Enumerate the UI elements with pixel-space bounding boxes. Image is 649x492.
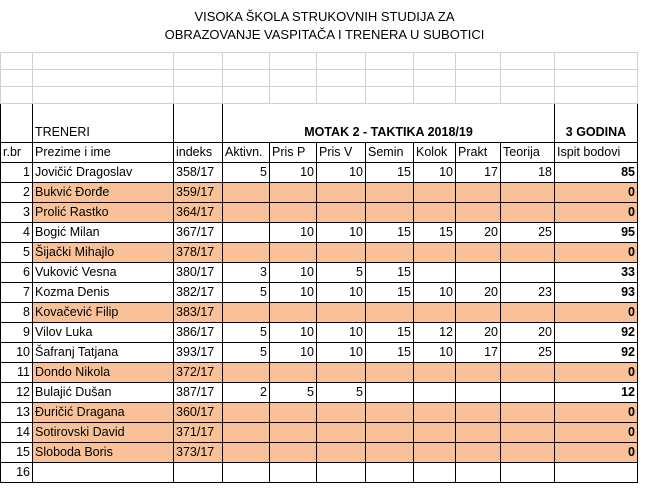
pris-p-score[interactable]: [270, 203, 317, 223]
prakt-score[interactable]: [456, 183, 501, 203]
activity-score[interactable]: 5: [223, 163, 270, 183]
teorija-score[interactable]: [501, 243, 555, 263]
col-header-seminar[interactable]: Semin: [366, 143, 414, 163]
year-label[interactable]: 3 GODINA: [555, 123, 638, 143]
row-number[interactable]: 5: [1, 243, 33, 263]
table-row: [1, 383, 638, 403]
cell[interactable]: [33, 87, 174, 104]
activity-score[interactable]: [223, 463, 270, 483]
cell[interactable]: [223, 104, 270, 124]
prakt-score[interactable]: [456, 363, 501, 383]
cell[interactable]: [33, 53, 174, 70]
row-number[interactable]: 8: [1, 303, 33, 323]
cell[interactable]: [270, 70, 317, 87]
cell[interactable]: [456, 70, 501, 87]
pris-p-score[interactable]: [270, 423, 317, 443]
col-header-prakt[interactable]: Prakt: [456, 143, 501, 163]
total-points[interactable]: 92: [555, 323, 638, 343]
index-number[interactable]: 378/17: [174, 243, 223, 263]
pris-v-score[interactable]: 10: [317, 343, 366, 363]
student-name[interactable]: Dondo Nikola: [33, 363, 174, 383]
cell[interactable]: [501, 87, 555, 104]
cell[interactable]: [1, 123, 33, 143]
teorija-score[interactable]: 18: [501, 163, 555, 183]
col-header-name[interactable]: Prezime i ime: [33, 143, 174, 163]
group-label[interactable]: TRENERI: [33, 123, 174, 143]
table-row: [1, 423, 638, 443]
seminar-score[interactable]: [366, 423, 414, 443]
row-number[interactable]: 9: [1, 323, 33, 343]
cell[interactable]: [317, 87, 366, 104]
teorija-score[interactable]: [501, 263, 555, 283]
kolok-score[interactable]: [414, 263, 456, 283]
total-points[interactable]: 0: [555, 203, 638, 223]
kolok-score[interactable]: [414, 423, 456, 443]
kolok-score[interactable]: [414, 203, 456, 223]
total-points[interactable]: 0: [555, 443, 638, 463]
teorija-score[interactable]: 25: [501, 223, 555, 243]
teorija-score[interactable]: [501, 303, 555, 323]
cell[interactable]: [456, 53, 501, 70]
cell[interactable]: [1, 53, 33, 70]
row-number[interactable]: 16: [1, 463, 33, 483]
row-number[interactable]: 6: [1, 263, 33, 283]
student-name[interactable]: Vilov Luka: [33, 323, 174, 343]
cell[interactable]: [317, 53, 366, 70]
col-header-teorija[interactable]: Teorija: [501, 143, 555, 163]
cell[interactable]: [174, 104, 223, 124]
kolok-score[interactable]: 10: [414, 343, 456, 363]
index-number[interactable]: 373/17: [174, 443, 223, 463]
row-number[interactable]: 4: [1, 223, 33, 243]
student-name[interactable]: Kozma Denis: [33, 283, 174, 303]
teorija-score[interactable]: [501, 183, 555, 203]
total-points[interactable]: 0: [555, 303, 638, 323]
seminar-score[interactable]: [366, 203, 414, 223]
cell[interactable]: [223, 87, 270, 104]
prakt-score[interactable]: [456, 383, 501, 403]
seminar-score[interactable]: [366, 443, 414, 463]
kolok-score[interactable]: [414, 183, 456, 203]
school-name-line1: VISOKA ŠKOLA STRUKOVNIH STUDIJA ZA: [194, 9, 455, 24]
table-row: [1, 223, 638, 243]
kolok-score[interactable]: [414, 383, 456, 403]
student-name[interactable]: Bulajić Dušan: [33, 383, 174, 403]
activity-score[interactable]: 2: [223, 383, 270, 403]
activity-score[interactable]: 5: [223, 283, 270, 303]
table-row: [1, 263, 638, 283]
cell[interactable]: [501, 70, 555, 87]
index-number[interactable]: 380/17: [174, 263, 223, 283]
activity-score[interactable]: [223, 243, 270, 263]
pris-v-score[interactable]: 10: [317, 283, 366, 303]
student-name[interactable]: Prolić Rastko: [33, 203, 174, 223]
table-row: [1, 443, 638, 463]
index-number[interactable]: 360/17: [174, 403, 223, 423]
pris-v-score[interactable]: 10: [317, 223, 366, 243]
index-number[interactable]: 393/17: [174, 343, 223, 363]
activity-score[interactable]: [223, 423, 270, 443]
student-name[interactable]: [33, 463, 174, 483]
kolok-score[interactable]: [414, 303, 456, 323]
pris-p-score[interactable]: [270, 243, 317, 263]
col-header-ispit-bodovi[interactable]: Ispit bodovi: [555, 143, 638, 163]
pris-p-score[interactable]: [270, 463, 317, 483]
total-points[interactable]: 0: [555, 403, 638, 423]
prakt-score[interactable]: [456, 203, 501, 223]
kolok-score[interactable]: [414, 363, 456, 383]
prakt-score[interactable]: [456, 263, 501, 283]
kolok-score[interactable]: [414, 403, 456, 423]
seminar-score[interactable]: 15: [366, 283, 414, 303]
student-name[interactable]: Šijački Mihajlo: [33, 243, 174, 263]
row-number[interactable]: 15: [1, 443, 33, 463]
pris-v-score[interactable]: [317, 303, 366, 323]
seminar-score[interactable]: [366, 383, 414, 403]
pris-p-score[interactable]: 10: [270, 343, 317, 363]
seminar-score[interactable]: [366, 463, 414, 483]
student-name[interactable]: Bogić Milan: [33, 223, 174, 243]
cell[interactable]: [33, 104, 174, 124]
pris-v-score[interactable]: [317, 243, 366, 263]
cell[interactable]: [1, 70, 33, 87]
pris-v-score[interactable]: 5: [317, 383, 366, 403]
teorija-score[interactable]: [501, 423, 555, 443]
table-row: [1, 323, 638, 343]
student-name[interactable]: Kovačević Filip: [33, 303, 174, 323]
total-points[interactable]: 0: [555, 183, 638, 203]
teorija-score[interactable]: [501, 443, 555, 463]
index-number[interactable]: 359/17: [174, 183, 223, 203]
cell[interactable]: [174, 87, 223, 104]
row-number[interactable]: 7: [1, 283, 33, 303]
pris-v-score[interactable]: 10: [317, 323, 366, 343]
pris-p-score[interactable]: 10: [270, 283, 317, 303]
seminar-score[interactable]: [366, 243, 414, 263]
total-points[interactable]: 0: [555, 423, 638, 443]
pris-v-score[interactable]: [317, 423, 366, 443]
table-row: [1, 203, 638, 223]
col-header-rbr[interactable]: r.br: [1, 143, 33, 163]
seminar-score[interactable]: [366, 183, 414, 203]
pris-v-score[interactable]: [317, 363, 366, 383]
table-row: [1, 303, 638, 323]
teorija-score[interactable]: 20: [501, 323, 555, 343]
pris-v-score[interactable]: 5: [317, 263, 366, 283]
seminar-score[interactable]: [366, 403, 414, 423]
teorija-score[interactable]: [501, 383, 555, 403]
pris-p-score[interactable]: [270, 443, 317, 463]
cell[interactable]: [555, 70, 638, 87]
cell[interactable]: [366, 87, 414, 104]
prakt-score[interactable]: [456, 243, 501, 263]
cell[interactable]: [33, 70, 174, 87]
student-name[interactable]: Sloboda Boris: [33, 443, 174, 463]
table-row: [1, 363, 638, 383]
prakt-score[interactable]: [456, 403, 501, 423]
grades-spreadsheet: [0, 52, 638, 483]
cell[interactable]: [501, 104, 555, 124]
student-name[interactable]: Vuković Vesna: [33, 263, 174, 283]
pris-p-score[interactable]: [270, 403, 317, 423]
cell[interactable]: [270, 53, 317, 70]
prakt-score[interactable]: [456, 463, 501, 483]
total-points[interactable]: 0: [555, 363, 638, 383]
activity-score[interactable]: 3: [223, 263, 270, 283]
student-name[interactable]: Đuričić Dragana: [33, 403, 174, 423]
student-name[interactable]: Jovičić Dragoslav: [33, 163, 174, 183]
cell[interactable]: [366, 70, 414, 87]
cell[interactable]: [223, 70, 270, 87]
seminar-score[interactable]: 15: [366, 323, 414, 343]
pris-v-score[interactable]: [317, 183, 366, 203]
seminar-score[interactable]: 15: [366, 343, 414, 363]
school-name-line2: OBRAZOVANJE VASPITAČA I TRENERA U SUBOTICI: [164, 27, 485, 42]
pris-p-score[interactable]: 10: [270, 263, 317, 283]
row-number[interactable]: 2: [1, 183, 33, 203]
index-number[interactable]: 382/17: [174, 283, 223, 303]
cell[interactable]: [414, 87, 456, 104]
kolok-score[interactable]: [414, 243, 456, 263]
total-points[interactable]: 12: [555, 383, 638, 403]
prakt-score[interactable]: 17: [456, 343, 501, 363]
cell[interactable]: [555, 53, 638, 70]
total-points[interactable]: 85: [555, 163, 638, 183]
cell[interactable]: [555, 104, 638, 124]
seminar-score[interactable]: 15: [366, 223, 414, 243]
cell[interactable]: [366, 104, 414, 124]
activity-score[interactable]: [223, 183, 270, 203]
total-points[interactable]: 95: [555, 223, 638, 243]
activity-score[interactable]: 5: [223, 323, 270, 343]
activity-score[interactable]: 5: [223, 343, 270, 363]
total-points[interactable]: 92: [555, 343, 638, 363]
cell[interactable]: [174, 53, 223, 70]
activity-score[interactable]: [223, 203, 270, 223]
row-number[interactable]: 13: [1, 403, 33, 423]
row-number[interactable]: 1: [1, 163, 33, 183]
pris-p-score[interactable]: 10: [270, 163, 317, 183]
table-row: [1, 163, 638, 183]
total-points[interactable]: 33: [555, 263, 638, 283]
pris-v-score[interactable]: [317, 403, 366, 423]
kolok-score[interactable]: [414, 443, 456, 463]
seminar-score[interactable]: [366, 303, 414, 323]
total-points[interactable]: [555, 463, 638, 483]
teorija-score[interactable]: [501, 463, 555, 483]
kolok-score[interactable]: 10: [414, 283, 456, 303]
index-number[interactable]: 367/17: [174, 223, 223, 243]
pris-p-score[interactable]: 5: [270, 383, 317, 403]
prakt-score[interactable]: [456, 443, 501, 463]
pris-v-score[interactable]: [317, 443, 366, 463]
table-row: [1, 243, 638, 263]
student-name[interactable]: Sotirovski David: [33, 423, 174, 443]
seminar-score[interactable]: [366, 363, 414, 383]
table-row: [1, 283, 638, 303]
prakt-score[interactable]: [456, 423, 501, 443]
row-number[interactable]: 12: [1, 383, 33, 403]
table-row: [1, 463, 638, 483]
activity-score[interactable]: [223, 443, 270, 463]
cell[interactable]: [501, 53, 555, 70]
cell[interactable]: [456, 104, 501, 124]
pris-p-score[interactable]: [270, 183, 317, 203]
prakt-score[interactable]: 20: [456, 283, 501, 303]
student-name[interactable]: Šafranj Tatjana: [33, 343, 174, 363]
seminar-score[interactable]: 15: [366, 263, 414, 283]
pris-p-score[interactable]: 10: [270, 323, 317, 343]
teorija-score[interactable]: [501, 403, 555, 423]
pris-v-score[interactable]: [317, 203, 366, 223]
cell[interactable]: [1, 104, 33, 124]
teorija-score[interactable]: 25: [501, 343, 555, 363]
row-number[interactable]: 3: [1, 203, 33, 223]
pris-v-score[interactable]: [317, 463, 366, 483]
student-name[interactable]: Bukvić Đorđe: [33, 183, 174, 203]
table-row: [1, 183, 638, 203]
cell[interactable]: [270, 104, 317, 124]
total-points[interactable]: 0: [555, 243, 638, 263]
index-number[interactable]: 364/17: [174, 203, 223, 223]
cell[interactable]: [456, 87, 501, 104]
row-number[interactable]: 14: [1, 423, 33, 443]
total-points[interactable]: 93: [555, 283, 638, 303]
kolok-score[interactable]: 10: [414, 163, 456, 183]
cell[interactable]: [317, 70, 366, 87]
index-number[interactable]: 383/17: [174, 303, 223, 323]
col-header-activity[interactable]: Aktivn.: [223, 143, 270, 163]
pris-p-score[interactable]: [270, 363, 317, 383]
activity-score[interactable]: [223, 403, 270, 423]
col-header-pris-v[interactable]: Pris V: [317, 143, 366, 163]
index-number[interactable]: 358/17: [174, 163, 223, 183]
activity-score[interactable]: [223, 303, 270, 323]
seminar-score[interactable]: 15: [366, 163, 414, 183]
index-number[interactable]: 371/17: [174, 423, 223, 443]
col-header-kolok[interactable]: Kolok: [414, 143, 456, 163]
cell[interactable]: [174, 123, 223, 143]
pris-v-score[interactable]: 10: [317, 163, 366, 183]
prakt-score[interactable]: 20: [456, 323, 501, 343]
cell[interactable]: [317, 104, 366, 124]
row-number[interactable]: 10: [1, 343, 33, 363]
prakt-score[interactable]: 20: [456, 223, 501, 243]
table-row: [1, 403, 638, 423]
pris-p-score[interactable]: [270, 303, 317, 323]
prakt-score[interactable]: 17: [456, 163, 501, 183]
pris-p-score[interactable]: 10: [270, 223, 317, 243]
table-row: [1, 343, 638, 363]
teorija-score[interactable]: 23: [501, 283, 555, 303]
cell[interactable]: [414, 70, 456, 87]
index-number[interactable]: 372/17: [174, 363, 223, 383]
row-number[interactable]: 11: [1, 363, 33, 383]
cell[interactable]: [1, 87, 33, 104]
activity-score[interactable]: [223, 223, 270, 243]
cell[interactable]: [366, 53, 414, 70]
cell[interactable]: [223, 53, 270, 70]
cell[interactable]: [174, 70, 223, 87]
index-number[interactable]: [174, 463, 223, 483]
teorija-score[interactable]: [501, 203, 555, 223]
cell[interactable]: [414, 104, 456, 124]
index-number[interactable]: 386/17: [174, 323, 223, 343]
index-number[interactable]: 387/17: [174, 383, 223, 403]
col-header-pris-p[interactable]: Pris P: [270, 143, 317, 163]
kolok-score[interactable]: 12: [414, 323, 456, 343]
teorija-score[interactable]: [501, 363, 555, 383]
kolok-score[interactable]: 15: [414, 223, 456, 243]
kolok-score[interactable]: [414, 463, 456, 483]
prakt-score[interactable]: [456, 303, 501, 323]
activity-score[interactable]: [223, 363, 270, 383]
cell[interactable]: [270, 87, 317, 104]
col-header-index[interactable]: indeks: [174, 143, 223, 163]
cell[interactable]: [414, 53, 456, 70]
course-title[interactable]: MOTAK 2 - TAKTIKA 2018/19: [223, 123, 555, 143]
cell[interactable]: [555, 87, 638, 104]
